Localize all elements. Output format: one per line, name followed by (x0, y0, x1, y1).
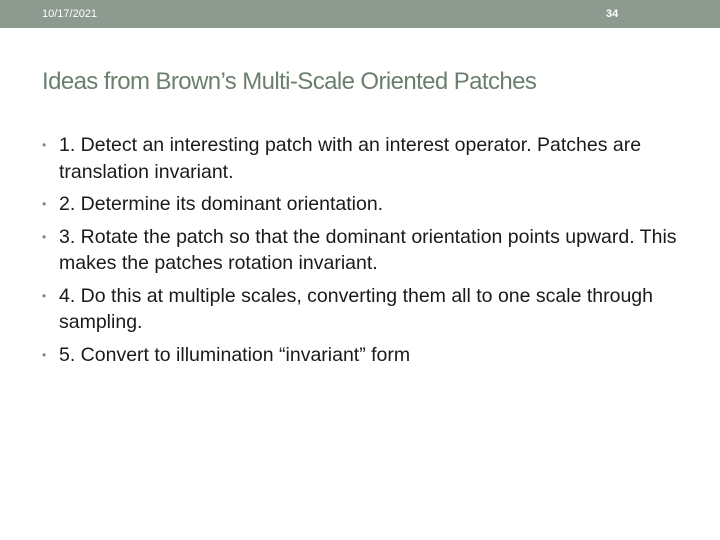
bullet-text: 4. Do this at multiple scales, converting them all to one scale through sampling. (59, 284, 653, 333)
bullet-item (42, 132, 682, 185)
bullet-item (42, 224, 682, 277)
bullet-item (42, 191, 682, 218)
bullet-text: 2. Determine its dominant orientation. (59, 193, 384, 215)
bullet-text: 1. Detect an interesting patch with an interest operator. Patches are translation invariant. (59, 134, 642, 183)
slide-page-number: 34 (606, 8, 619, 20)
bullet-item (42, 283, 682, 336)
bullet-marker-icon: • (42, 229, 47, 244)
bullet-item (42, 342, 682, 369)
header-bar (0, 0, 720, 28)
bullet-list (42, 132, 682, 374)
bullet-marker-icon: • (42, 138, 47, 152)
bullet-marker-icon: • (42, 288, 47, 303)
slide-title: Ideas from Brown’s Multi-Scale Oriented Patches (42, 68, 537, 95)
bullet-text: 3. Rotate the patch so that the dominant orientation points upward. This makes the patches rotation invariant. (59, 225, 677, 274)
bullet-text: 5. Convert to illumination “invariant” form (59, 343, 411, 366)
bullet-marker-icon: • (42, 347, 47, 362)
bullet-marker-icon: • (42, 197, 47, 211)
slide-date: 10/17/2021 (42, 8, 98, 20)
